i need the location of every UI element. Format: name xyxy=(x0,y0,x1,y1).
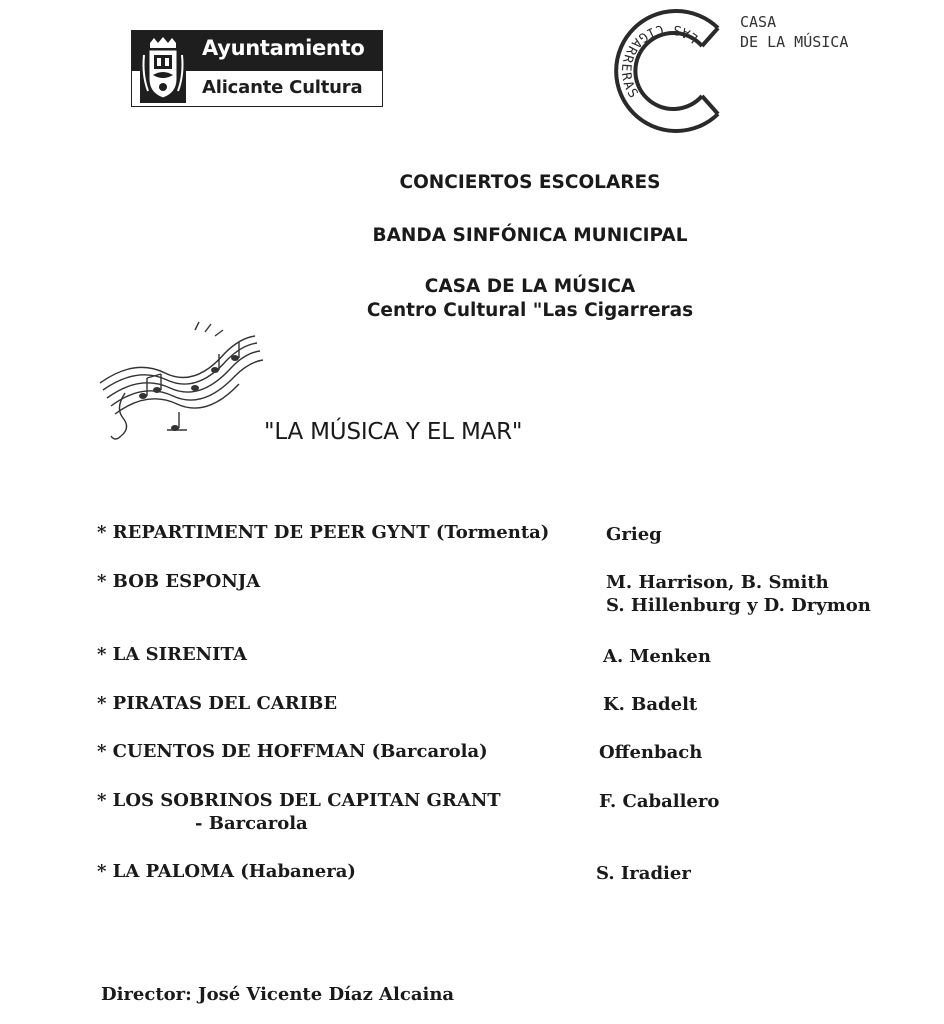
ayuntamiento-subtitle: Alicante Cultura xyxy=(202,77,363,98)
las-cigarreras-seal-logo xyxy=(610,6,738,136)
concert-title: "LA MÚSICA Y EL MAR" xyxy=(264,419,523,445)
seal-label-line1: CASA xyxy=(740,13,777,31)
program-work: * REPARTIMENT DE PEER GYNT (Tormenta) xyxy=(97,522,550,543)
program-composer-line2: S. Hillenburg y D. Drymon xyxy=(606,595,871,616)
program-composer: A. Menken xyxy=(603,646,711,667)
svg-text:LAS CIGARRERAS: LAS CIGARRERAS xyxy=(617,20,702,103)
director-line: Director: José Vicente Díaz Alcaina xyxy=(101,984,455,1005)
program-work: * LOS SOBRINOS DEL CAPITAN GRANT xyxy=(97,790,501,811)
program-work-subtitle: - Barcarola xyxy=(195,813,308,834)
heading-casa: CASA DE LA MÚSICA xyxy=(424,276,636,297)
program-composer: F. Caballero xyxy=(599,791,720,812)
casa-musica-label xyxy=(740,12,848,52)
ayuntamiento-title: Ayuntamiento xyxy=(202,36,365,60)
program-work: * LA PALOMA (Habanera) xyxy=(97,861,356,882)
heading-centro-cultural: Centro Cultural "Las Cigarreras xyxy=(366,300,694,321)
program-composer: Offenbach xyxy=(599,742,703,763)
music-notes-illustration xyxy=(95,318,265,443)
program-composer: S. Iradier xyxy=(596,863,691,884)
program-composer: M. Harrison, B. Smith xyxy=(606,572,829,593)
program-work: * LA SIRENITA xyxy=(97,644,247,665)
program-composer: K. Badelt xyxy=(603,694,698,715)
heading-conciertos: CONCIERTOS ESCOLARES xyxy=(399,172,661,193)
program-work: * CUENTOS DE HOFFMAN (Barcarola) xyxy=(97,741,488,762)
heading-banda: BANDA SINFÓNICA MUNICIPAL xyxy=(372,225,688,246)
ayuntamiento-logo xyxy=(131,30,383,107)
program-work: * PIRATAS DEL CARIBE xyxy=(97,693,338,714)
city-crest-icon xyxy=(140,35,186,103)
program-composer: Grieg xyxy=(606,524,662,545)
program-work: * BOB ESPONJA xyxy=(97,571,261,592)
seal-label-line2: DE LA MÚSICA xyxy=(740,33,849,51)
